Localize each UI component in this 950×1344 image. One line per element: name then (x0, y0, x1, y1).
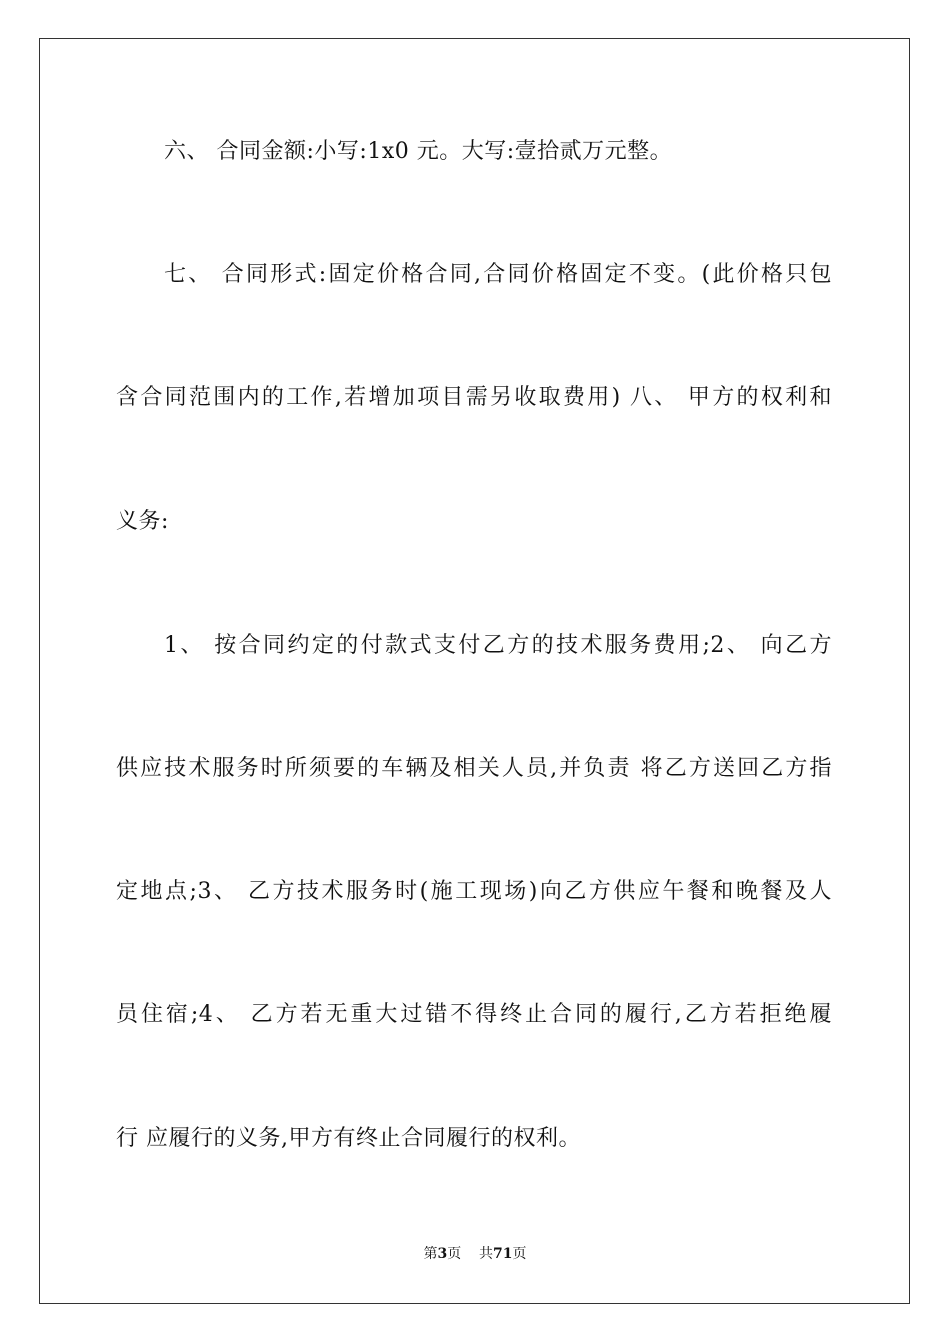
page-footer (0, 1245, 950, 1263)
obligations-line-3: 定地点;3、 乙方技术服务时(施工现场)向乙方供应午餐和晚餐及人 (116, 879, 832, 904)
total-prefix: 共 (479, 1246, 494, 1262)
clause-seven-line-2: 含合同范围内的工作,若增加项目需另收取费用) 八、 甲方的权利和 (116, 385, 832, 410)
clause-six: 六、 合同金额:小写:1x0 元。大写:壹拾贰万元整。 (164, 139, 673, 164)
clause-seven-line-1: 七、 合同形式:固定价格合同,合同价格固定不变。(此价格只包 (164, 262, 832, 287)
page-number: 3 (437, 1246, 448, 1262)
obligations-line-1: 1、 按合同约定的付款式支付乙方的技术服务费用;2、 向乙方 (164, 633, 832, 658)
page-suffix: 页 (447, 1246, 462, 1262)
total-suffix: 页 (512, 1246, 527, 1262)
obligations-line-4: 员住宿;4、 乙方若无重大过错不得终止合同的履行,乙方若拒绝履 (116, 1002, 832, 1027)
total-pages: 71 (493, 1246, 513, 1262)
clause-eight-heading-end: 义务: (116, 509, 169, 534)
page-border (39, 38, 910, 1304)
page-prefix: 第 (423, 1246, 438, 1262)
obligations-line-5: 行 应履行的义务,甲方有终止合同履行的权利。 (116, 1126, 581, 1151)
obligations-line-2: 供应技术服务时所须要的车辆及相关人员,并负责 将乙方送回乙方指 (116, 756, 832, 781)
